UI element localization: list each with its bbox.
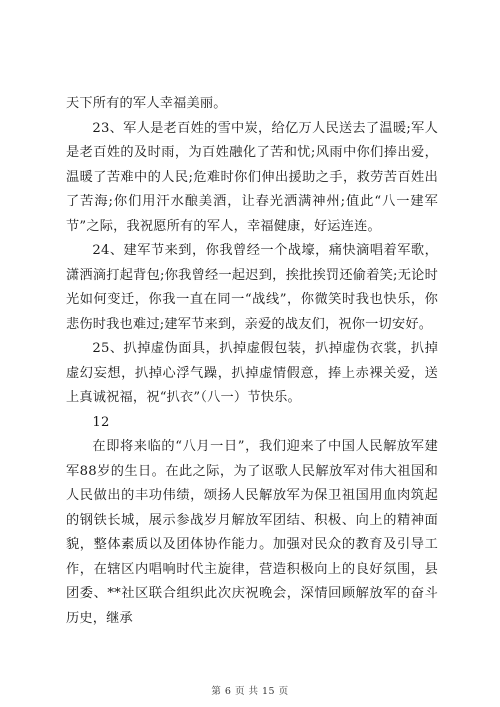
paragraph-continuation: 天下所有的军人幸福美丽。 bbox=[66, 96, 227, 111]
paragraph-24: 24、建军节来到，你我曾经一个战壕，痛快滴唱着军歌，潇洒滴打起背包;你我曾经一起迟到，挨批挨罚还偷着笑;无论时光如何变迁，你我一直在同一“战线”，你微笑时我也快乐，你悲伤时我也难过;建军节来到，亲爱的战友们，祝你一切安好。 bbox=[66, 243, 438, 332]
section-number: 12 bbox=[92, 414, 110, 430]
paragraph-speech: 在即将来临的“八月一日”，我们迎来了中国人民解放军建军88岁的生日。在此之际，为了讴歌人民解放军对伟大祖国和人民做出的丰功伟绩，颂扬人民解放军为保卫祖国用血肉筑起的钢铁长城，展示参战岁月解放军团结、积极、向上的精神面貌，整体素质以及团体协作能力。加强对民众的教育及引导工作，在辖区内唱响时代主旋律，营造积极向上的良好氛围，县团委、**社区联合组织此次庆祝晚会，深情回顾解放军的奋斗历史，继承 bbox=[66, 439, 438, 626]
paragraph-25: 25、扒掉虚伪面具，扒掉虚假包装，扒掉虚伪衣裳，扒掉虚幻妄想，扒掉心浮气躁，扒掉虚情假意，捧上赤裸关爱，送上真诚祝福，祝“扒衣”（八一）节快乐。 bbox=[66, 341, 438, 405]
document-body bbox=[66, 92, 438, 631]
page-footer: 第 6 页 共 15 页 bbox=[211, 686, 289, 697]
paragraph-23: 23、军人是老百姓的雪中炭，给亿万人民送去了温暖;军人是老百姓的及时雨，为百姓融化了苦和忧;风雨中你们捧出爱，温暖了苦难中的人民;危难时你们伸出援助之手，救劳苦百姓出了苦海;你们用汗水酿美酒，让春光洒满神州;值此“八一建军节”之际，我祝愿所有的军人，幸福健康，好运连连。 bbox=[66, 120, 438, 234]
